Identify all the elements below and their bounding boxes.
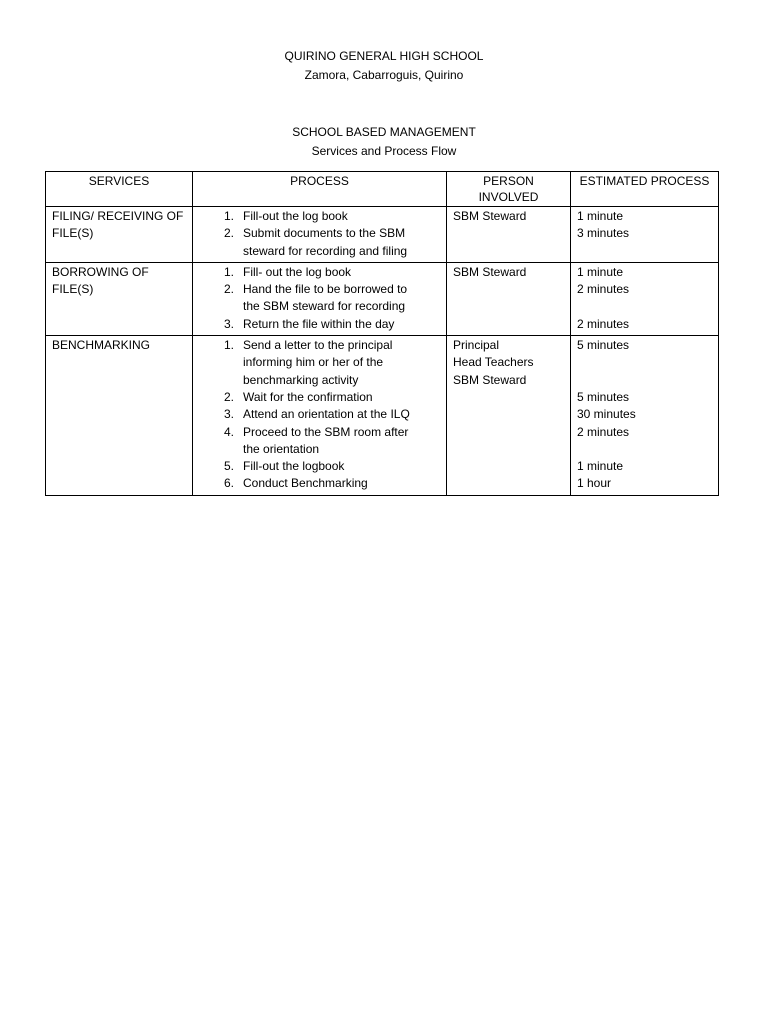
step-text: steward for recording and filing [243, 243, 408, 258]
person-line: Principal [453, 338, 500, 353]
process-step [199, 281, 440, 316]
time-line [577, 372, 712, 389]
step-text: Fill-out the log book [243, 209, 348, 223]
time-line: 5 minutes [577, 389, 630, 404]
header-estimated-process: ESTIMATED PROCESS [571, 172, 719, 207]
person-line: SBM Steward [453, 372, 527, 387]
step-text: the orientation [243, 441, 320, 456]
step-text: Fill- out the log book [243, 264, 352, 279]
service-cell [46, 262, 193, 335]
process-step [199, 316, 440, 333]
step-text: informing him or her of the [243, 355, 384, 370]
step-number: 5. [223, 459, 234, 474]
time-line: 2 minutes [577, 282, 630, 297]
service-line: BORROWING OF [52, 264, 149, 279]
time-line: 30 minutes [577, 407, 636, 422]
process-cell [193, 207, 447, 263]
process-flow-table [45, 171, 719, 496]
step-text: the SBM steward for recording [243, 299, 406, 314]
school-name: QUIRINO GENERAL HIGH SCHOOL [284, 49, 484, 63]
time-cell [571, 262, 719, 335]
person-cell [447, 336, 571, 496]
person-line: SBM Steward [453, 264, 527, 279]
time-cell [571, 336, 719, 496]
time-line: 2 minutes [577, 424, 630, 439]
table-row [46, 262, 719, 335]
step-text: Return the file within the day [243, 316, 395, 331]
process-cell [193, 262, 447, 335]
service-line: FILING/ RECEIVING OF [52, 209, 184, 223]
table-row [46, 207, 719, 263]
step-number: 3. [223, 316, 234, 331]
step-text: Proceed to the SBM room after [243, 424, 409, 439]
table-row [46, 336, 719, 496]
service-cell [46, 336, 193, 496]
process-step [199, 264, 440, 281]
step-text: Attend an orientation at the ILQ [243, 407, 410, 422]
person-line: SBM Steward [453, 209, 527, 223]
time-line [577, 441, 712, 458]
step-text: Hand the file to be borrowed to [243, 282, 408, 297]
school-address: Zamora, Cabarroguis, Quirino [304, 68, 464, 82]
person-cell [447, 262, 571, 335]
process-step [199, 337, 440, 389]
step-text: Fill-out the logbook [243, 459, 345, 474]
step-number: 3. [223, 407, 234, 422]
service-line: FILE(S) [52, 282, 94, 297]
header-services: SERVICES [46, 172, 193, 207]
person-cell [447, 207, 571, 263]
time-line: 1 minute [577, 264, 624, 279]
step-text: Submit documents to the SBM [243, 226, 406, 241]
step-number: 4. [223, 424, 234, 439]
process-cell [193, 336, 447, 496]
step-number: 2. [223, 282, 234, 297]
office-title: SCHOOL BASED MANAGEMENT [292, 125, 476, 139]
process-step [199, 424, 440, 459]
time-cell [571, 207, 719, 263]
step-number: 1. [223, 264, 234, 279]
step-number: 2. [223, 389, 234, 404]
time-line: 3 minutes [577, 226, 630, 241]
service-line: BENCHMARKING [52, 338, 151, 353]
step-number: 2. [223, 226, 234, 241]
step-number: 6. [223, 476, 234, 491]
header-person-involved: PERSON INVOLVED [447, 172, 571, 207]
step-number: 1. [223, 209, 234, 223]
process-step [199, 406, 440, 423]
time-line: 5 minutes [577, 338, 630, 353]
person-line: Head Teachers [453, 355, 534, 370]
time-line [577, 298, 712, 315]
step-number: 1. [223, 338, 234, 353]
service-line: FILE(S) [52, 226, 94, 241]
header-process: PROCESS [193, 172, 447, 207]
process-step [199, 475, 440, 492]
process-step [199, 389, 440, 406]
time-line: 1 hour [577, 476, 612, 491]
step-text: Conduct Benchmarking [243, 476, 368, 491]
time-line: 1 minute [577, 209, 624, 223]
step-text: Send a letter to the principal [243, 338, 393, 353]
process-step [199, 208, 440, 225]
document-subtitle: Services and Process Flow [311, 144, 457, 158]
time-line: 2 minutes [577, 316, 630, 331]
service-cell [46, 207, 193, 263]
step-text: Wait for the confirmation [243, 389, 373, 404]
table-header-row [46, 172, 719, 207]
process-step [199, 225, 440, 260]
time-line [577, 354, 712, 371]
step-text: benchmarking activity [243, 372, 359, 387]
time-line: 1 minute [577, 459, 624, 474]
process-step [199, 458, 440, 475]
